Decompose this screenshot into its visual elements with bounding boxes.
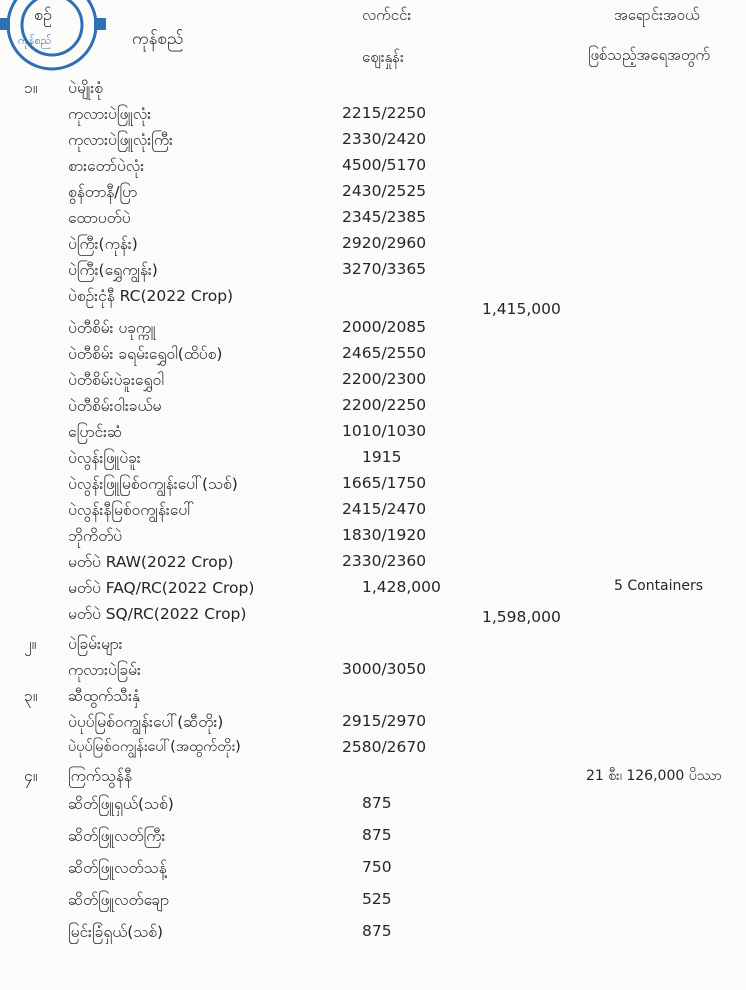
table-row: [0, 738, 746, 764]
section-number: ၁။: [24, 79, 38, 97]
price: 4500/5170: [342, 156, 427, 174]
table-row: [0, 208, 746, 234]
section-number: ၄။: [24, 767, 38, 785]
price: 2415/2470: [342, 500, 427, 518]
table-row: [0, 260, 746, 286]
header-note-2: ဖြစ်သည့်အရေအတွက်: [588, 46, 711, 64]
price: 2000/2085: [342, 318, 427, 336]
table-row: [0, 396, 746, 422]
section-title: ကြက်သွန်နီ: [68, 767, 132, 785]
table-row: [0, 794, 746, 820]
table-row: [0, 344, 746, 370]
table-row: [0, 448, 746, 474]
section-header: [0, 634, 746, 660]
price: 875: [362, 922, 392, 940]
item-name: ကုလားပဲခြမ်း: [68, 661, 141, 679]
table-row: [0, 104, 746, 130]
item-name: မတ်ပဲ RAW(2022 Crop): [68, 553, 234, 571]
price: 1915: [362, 448, 402, 466]
price: 3270/3365: [342, 260, 427, 278]
item-name: ပဲလွန်းဖြူပဲခူး: [68, 449, 141, 467]
svg-text:စဉ်: စဉ်: [34, 5, 52, 24]
svg-text:ကုန်စည်: ကုန်စည်: [18, 34, 52, 47]
price-export: 1,415,000: [482, 300, 561, 318]
price: 875: [362, 826, 392, 844]
price: 2200/2300: [342, 370, 427, 388]
price: 525: [362, 890, 392, 908]
item-name: ပဲကြီး(ရွှေကျွန်း): [68, 261, 158, 279]
logo-emblem: [0, 0, 132, 80]
table-row: [0, 286, 746, 318]
item-name: ပဲတီစိမ်းပဲခူးရွှေဝါ: [68, 371, 164, 389]
item-name: မြင်းခြံရှယ်(သစ်): [68, 923, 164, 941]
price: 2580/2670: [342, 738, 427, 756]
item-name: ဆိတ်ဖြူလတ်သန့်: [68, 859, 167, 877]
table-row: [0, 422, 746, 448]
price: 2915/2970: [342, 712, 427, 730]
table-row: [0, 370, 746, 396]
price: 2330/2360: [342, 552, 427, 570]
price: 2465/2550: [342, 344, 427, 362]
item-name: ပြောင်းဆံ: [68, 423, 123, 441]
item-name: ဆိတ်ဖြူရှယ်(သစ်): [68, 795, 174, 813]
table-row: [0, 318, 746, 344]
item-name: စွန်တာနီ/ပြာ: [68, 183, 138, 201]
price: 2345/2385: [342, 208, 427, 226]
table-row: [0, 660, 746, 686]
price: 2215/2250: [342, 104, 427, 122]
item-name: ဆိတ်ဖြူလတ်ချော: [68, 891, 169, 909]
table-row: [0, 552, 746, 578]
item-name: ပဲစဉ်းငုံနီ RC(2022 Crop): [68, 287, 234, 305]
item-name: ပဲတီစိမ်း ခရမ်းရွှေဝါ(ထိပ်စ): [68, 345, 223, 363]
item-name: မတ်ပဲ FAQ/RC(2022 Crop): [68, 579, 255, 597]
table-row: [0, 526, 746, 552]
item-name: ပဲလွန်းဖြူမြစ်ဝကျွန်းပေါ်(သစ်): [68, 475, 238, 493]
table-row: [0, 712, 746, 738]
item-name: မတ်ပဲ SQ/RC(2022 Crop): [68, 605, 247, 623]
table-row: [0, 474, 746, 500]
table-row: [0, 922, 746, 948]
price: 1,428,000: [362, 578, 441, 596]
table-row: [0, 234, 746, 260]
price-export: 1,598,000: [482, 608, 561, 626]
trade-volume: 21 စီး၊ 126,000 ပိဿာ: [586, 768, 722, 784]
item-name: ကုလားပဲဖြူလုံး: [68, 105, 152, 123]
trade-volume: 5 Containers: [614, 578, 704, 594]
price: 1665/1750: [342, 474, 427, 492]
section-title: ဆီထွက်သီးနှံ: [68, 687, 141, 705]
table-row: [0, 182, 746, 208]
item-name: ထောပတ်ပဲ: [68, 209, 131, 227]
table-row: [0, 890, 746, 916]
section-header: [0, 686, 746, 712]
section-title: ပဲခြမ်းများ: [68, 635, 123, 653]
item-name: ဘိုကိတ်ပဲ: [68, 527, 123, 545]
section-header: [0, 78, 746, 104]
table-row: [0, 604, 746, 630]
section-title: ပဲမျိုးစုံ: [68, 79, 104, 97]
price: 1830/1920: [342, 526, 427, 544]
price: 2330/2420: [342, 130, 427, 148]
header-note-1: အရောင်းအဝယ်: [614, 6, 700, 24]
table-row: [0, 858, 746, 884]
price: 1010/1030: [342, 422, 427, 440]
table-row: [0, 500, 746, 526]
price: 875: [362, 794, 392, 812]
price: 2430/2525: [342, 182, 427, 200]
item-name: ပဲတီစိမ်းဝါးခယ်မ: [68, 397, 162, 415]
table-row: [0, 578, 746, 604]
table-row: [0, 826, 746, 852]
item-name: ပဲလွန်းနီမြစ်ဝကျွန်းပေါ်: [68, 501, 195, 519]
section-number: ၂။: [24, 635, 37, 653]
price: 2200/2250: [342, 396, 427, 414]
table-row: [0, 156, 746, 182]
item-name: ပဲပုပ်မြစ်ဝကျွန်းပေါ်(အထွက်တိုး): [68, 739, 241, 755]
header-item: ကုန်စည်: [132, 29, 184, 49]
header-price-1: လက်ငင်း: [362, 6, 412, 24]
section-header: [0, 766, 746, 792]
item-name: ပဲပုပ်မြစ်ဝကျွန်းပေါ်(ဆီတိုး): [68, 713, 224, 731]
section-number: ၃။: [24, 687, 38, 705]
table-row: [0, 130, 746, 156]
header-price-2: ဈေးနှုန်း: [362, 48, 404, 66]
item-name: စားတော်ပဲလုံး: [68, 157, 145, 175]
price: 2920/2960: [342, 234, 427, 252]
price: 3000/3050: [342, 660, 427, 678]
price: 750: [362, 858, 392, 876]
item-name: ပဲကြီး(ကုန်း): [68, 235, 138, 253]
item-name: ဆိတ်ဖြူလတ်ကြီး: [68, 827, 166, 845]
item-name: ပဲတီစိမ်း ပခုက္ကူ: [68, 319, 156, 337]
item-name: ကုလားပဲဖြူလုံးကြီး: [68, 131, 173, 149]
